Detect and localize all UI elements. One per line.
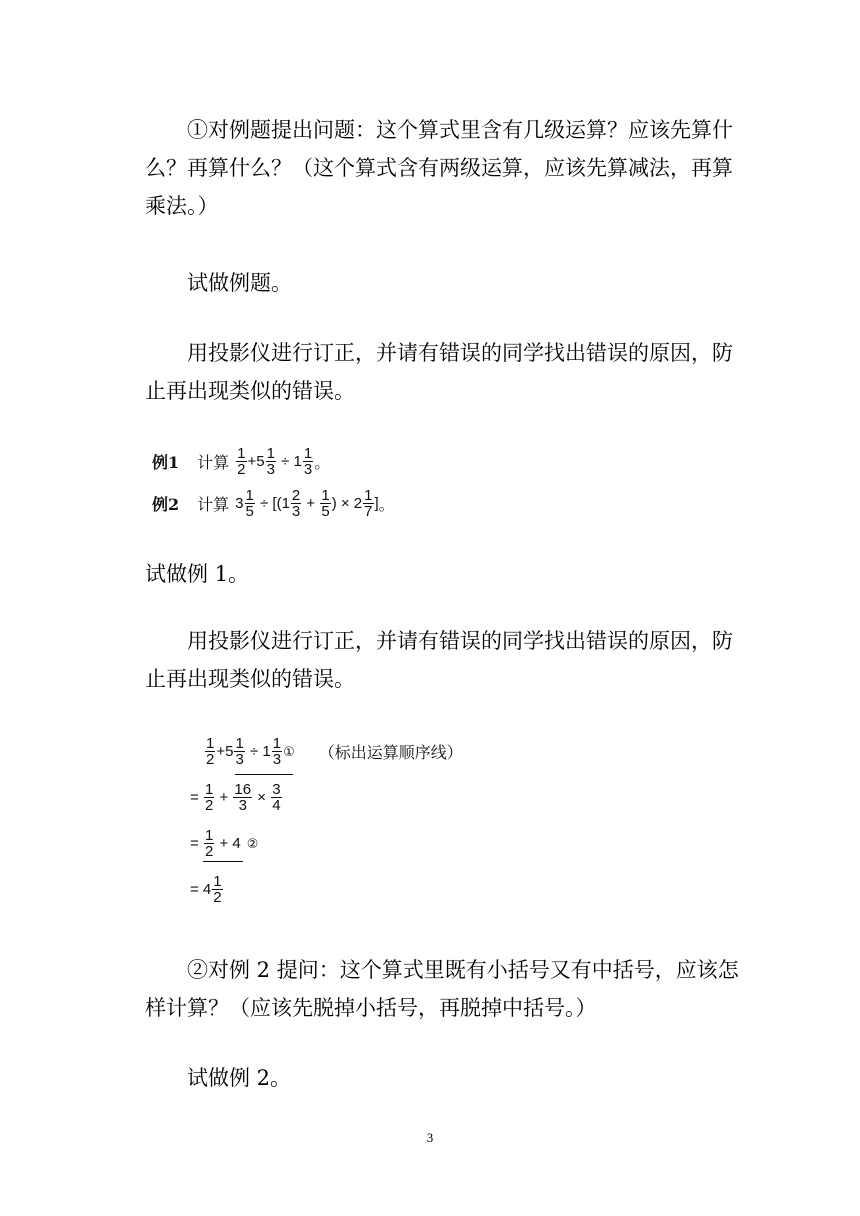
fraction: $\frac{1}{5}$ [245,487,254,520]
paragraph-try-example-2: 试做例 2。 [187,1066,292,1090]
paragraph-try-example: 试做例题。 [187,271,292,295]
example-1-label: 例1 [152,453,180,472]
period: 。 [314,455,331,472]
order-note: （标出运算顺序线） [318,743,463,762]
fraction: $\frac{1}{3}$ [303,445,313,478]
fraction: $\frac{2}{3}$ [291,487,301,520]
solution-line-3: = $\frac{1}{2}$ + 4 ② [190,827,259,860]
order-mark-2: ② [246,835,259,851]
fraction: $\frac{1}{2}$ [237,445,246,478]
order-line-1 [235,774,293,775]
paragraph-question-1: ①对例题提出问题：这个算式里含有几级运算？应该先算什么？再算什么？（这个算式含有两级运算，应该先算减法，再算乘法。） [145,118,733,218]
order-mark-1: ① [283,743,295,759]
solution-line-2: = $\frac{1}{2}$ + $\frac{16}{3}$ × $\frac{3}{4}$ [190,781,281,814]
page-number: 3 [426,1130,434,1145]
period: 。 [378,497,395,514]
example-1: 例1 计算 $\frac{1}{2}$ +5 $\frac{1}{3}$ ÷ 1 $\frac{1}{3}$ 。 [152,445,331,478]
example-2: 例2 计算 3 $\frac{1}{5}$ ÷ [(1 $\frac{2}{3}$ + $\frac{1}{5}$ ) × 2 $\frac{1}{7}$ ] 。 [152,487,395,520]
paragraph-projector-2: 用投影仪进行订正，并请有错误的同学找出错误的原因，防止再出现类似的错误。 [145,629,733,691]
order-line-2 [203,861,243,862]
solution-line-4: = 4 $\frac{1}{2}$ [190,873,222,906]
example-2-word: 计算 [197,495,230,514]
fraction: $\frac{1}{3}$ [266,445,275,478]
paragraph-question-2: ②对例 2 提问：这个算式里既有小括号又有中括号，应该怎样计算？（应该先脱掉小括号，再脱掉中括号。） [145,958,739,1020]
example-1-word: 计算 [197,453,230,472]
paragraph-projector-1: 用投影仪进行订正，并请有错误的同学找出错误的原因，防止再出现类似的错误。 [145,341,733,403]
solution-line-1: $\frac{1}{2}$ +5 $\frac{1}{3}$ ÷ 1 $\frac{1}{3}$ ① （标出运算顺序线） [206,735,463,768]
example-2-label: 例2 [152,495,180,514]
fraction: $\frac{1}{5}$ [321,487,330,520]
fraction: $\frac{1}{7}$ [364,487,373,520]
paragraph-try-example-1: 试做例 1。 [145,562,250,586]
